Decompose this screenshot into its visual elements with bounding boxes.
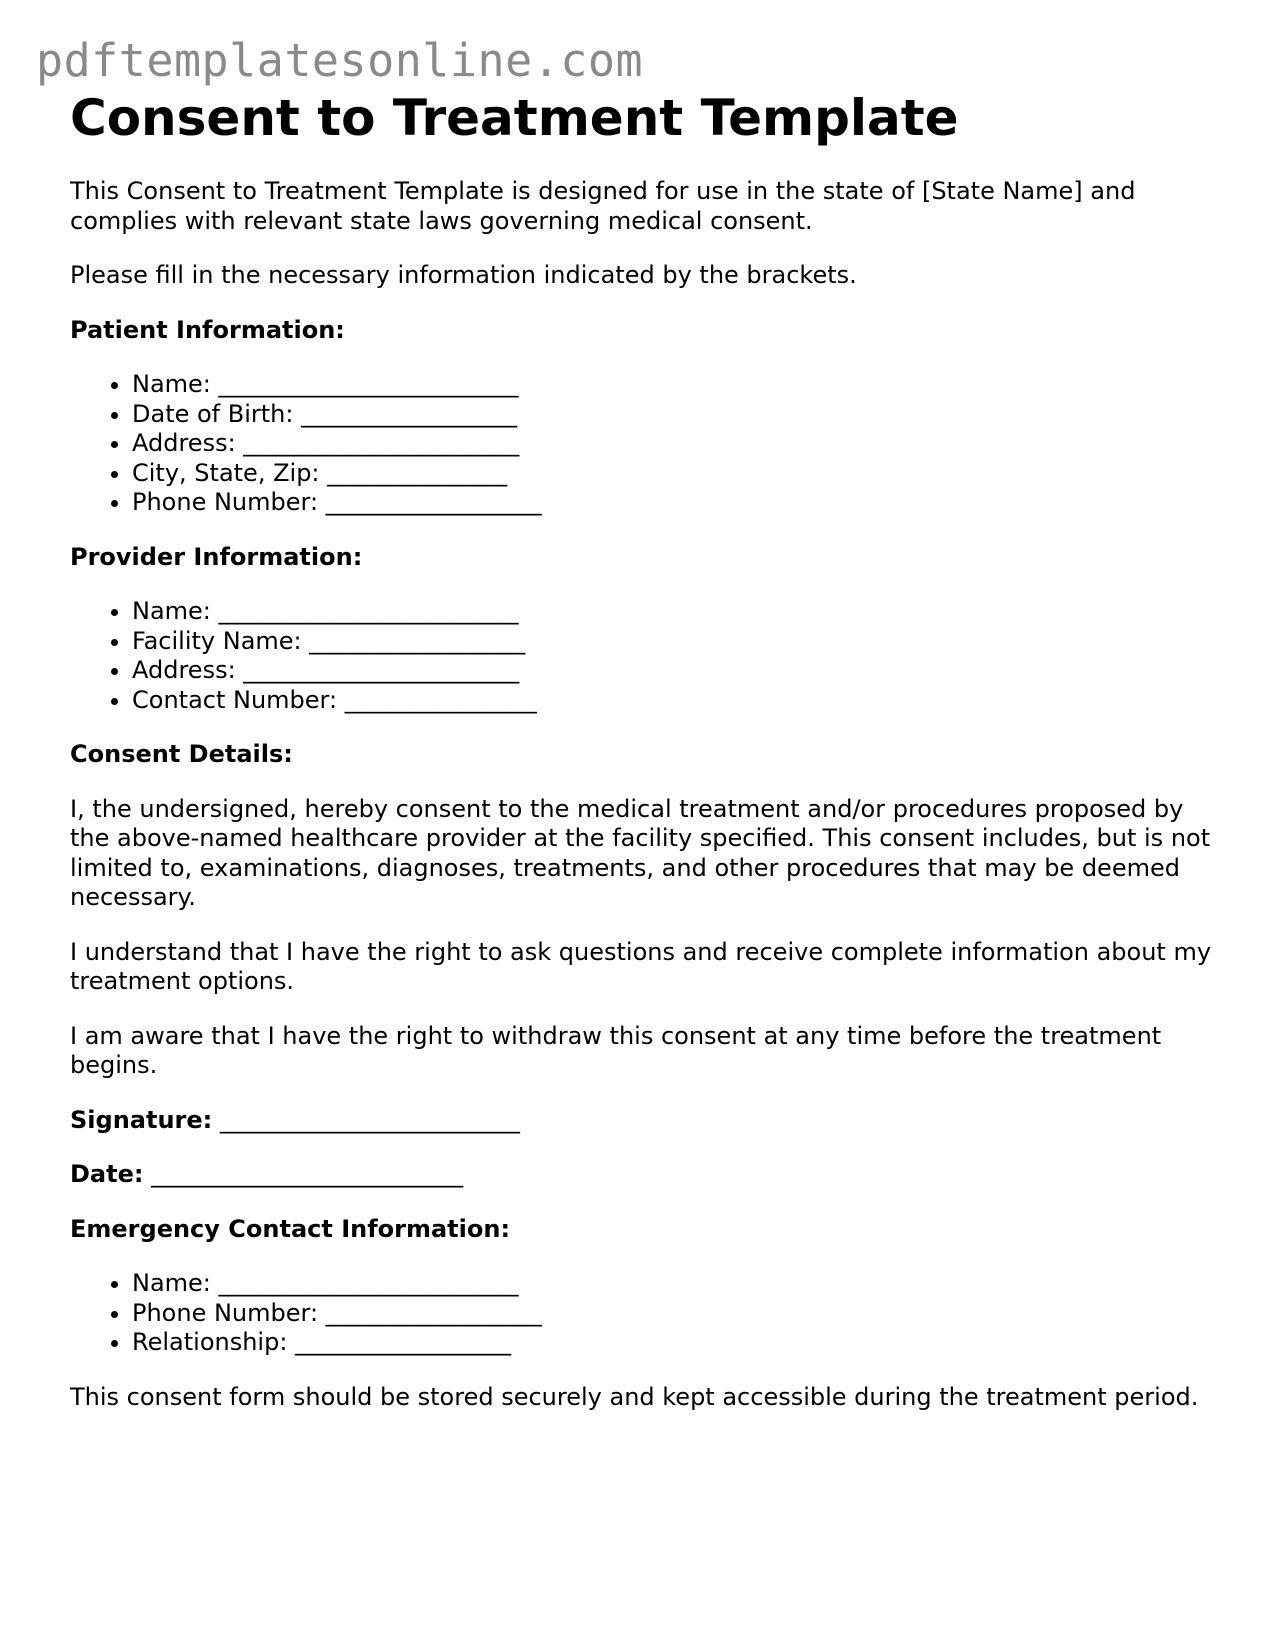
patient-address-field[interactable]: • Address: _______________________ bbox=[132, 429, 1220, 459]
emergency-phone-field[interactable]: • Phone Number: __________________ bbox=[132, 1299, 1220, 1329]
page-title: Consent to Treatment Template bbox=[70, 89, 959, 147]
consent-paragraph: I, the undersigned, hereby consent to the medical treatment and/or procedures proposed by the above-named healthcare provider at the facility specified. This consent includes, but is not limited to, examinations, diagnoses, treatments, and other procedures that may be deemed necessary. bbox=[70, 794, 1211, 911]
emergency-relationship-field[interactable]: • Relationship: __________________ bbox=[132, 1328, 1220, 1358]
signature-label: Signature: bbox=[70, 1105, 213, 1134]
emergency-contact-heading: Emergency Contact Information: bbox=[70, 1214, 511, 1243]
patient-city-state-zip-field[interactable]: • City, State, Zip: _______________ bbox=[132, 459, 1220, 489]
date-field[interactable] bbox=[70, 1160, 1220, 1190]
patient-info-heading: Patient Information: bbox=[70, 315, 345, 344]
storage-note: This consent form should be stored securely and kept accessible during the treatment period. bbox=[70, 1382, 1199, 1411]
provider-contact-field[interactable]: • Contact Number: ________________ bbox=[132, 686, 1220, 716]
provider-facility-field[interactable]: • Facility Name: __________________ bbox=[132, 627, 1220, 657]
consent-details-heading: Consent Details: bbox=[70, 740, 293, 768]
signature-field[interactable] bbox=[70, 1106, 1220, 1136]
patient-phone-field[interactable]: • Phone Number: __________________ bbox=[132, 488, 1220, 518]
watermark: pdftemplatesonline.com bbox=[36, 34, 644, 87]
patient-name-field[interactable]: • Name: _________________________ bbox=[132, 370, 1220, 400]
patient-info-list bbox=[70, 370, 1220, 518]
provider-info-list bbox=[70, 597, 1220, 715]
rights-paragraph: I understand that I have the right to ask questions and receive complete information about my treatment options. bbox=[70, 937, 1212, 995]
provider-name-field[interactable]: • Name: _________________________ bbox=[132, 597, 1220, 627]
date-label: Date: bbox=[70, 1160, 144, 1188]
signature-line: _________________________ bbox=[219, 1105, 520, 1134]
patient-dob-field[interactable]: • Date of Birth: __________________ bbox=[132, 400, 1220, 430]
intro-paragraph: This Consent to Treatment Template is designed for use in the state of [State Name] and complies with relevant state laws governing medical consent. bbox=[70, 177, 1136, 235]
instructions-paragraph: Please fill in the necessary information indicated by the brackets. bbox=[70, 261, 857, 289]
provider-address-field[interactable]: • Address: _______________________ bbox=[132, 656, 1220, 686]
emergency-name-field[interactable]: • Name: _________________________ bbox=[132, 1269, 1220, 1299]
provider-info-heading: Provider Information: bbox=[70, 542, 363, 571]
emergency-contact-list bbox=[70, 1269, 1220, 1358]
withdraw-paragraph: I am aware that I have the right to withdraw this consent at any time before the treatment begins. bbox=[70, 1021, 1162, 1079]
document bbox=[70, 86, 1220, 1412]
date-line: __________________________ bbox=[151, 1160, 464, 1188]
